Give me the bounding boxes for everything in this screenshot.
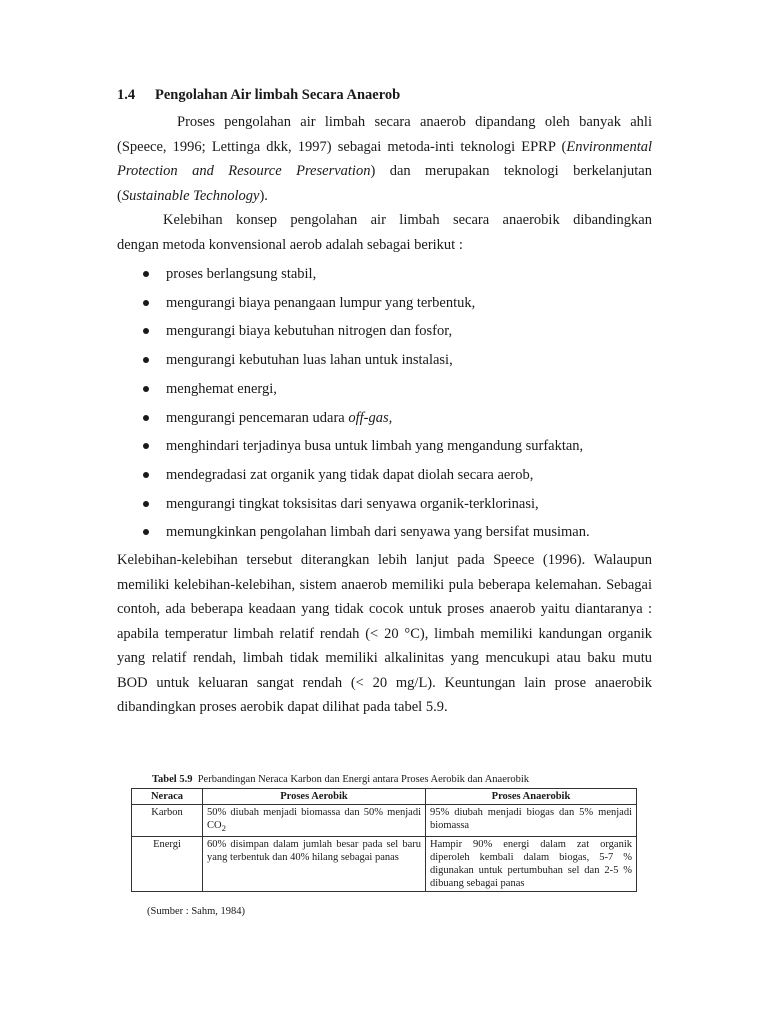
table-cell-neraca: Energi (132, 837, 203, 892)
paragraph-advantages-intro (117, 208, 652, 257)
paragraph-advantages-line-1: Kelebihan konsep pengolahan air limbah secara anaerobik dibandingkan (163, 212, 652, 228)
paragraph-advantages-line-2: dengan metoda konvensional aerob adalah sebagai berikut : (117, 236, 463, 253)
comparison-table (131, 788, 637, 892)
column-header-anaerobik: Proses Anaerobik (426, 789, 637, 805)
bullet-icon (143, 357, 149, 363)
bullet-icon (143, 472, 149, 478)
list-item-text: mendegradasi zat organik yang tidak dapat diolah secara aerob, (166, 466, 534, 483)
table-cell-anaerobik: Hampir 90% energi dalam zat organik diperoleh kembali dalam biogas, 5-7 % digunakan untuk pertumbuhan sel dan 2-5 % dibuang sebagai panas (426, 837, 637, 892)
table-cell-anaerobik: 95% diubah menjadi biogas dan 5% menjadi biomassa (426, 805, 637, 837)
list-item (117, 346, 652, 375)
list-item (117, 432, 652, 461)
list-item (117, 260, 652, 289)
section-heading (117, 84, 652, 106)
list-item (117, 375, 652, 404)
bullet-icon (143, 529, 149, 535)
list-item-italic: off-gas, (348, 409, 393, 426)
table-cell-aerobik (203, 837, 426, 892)
section-number: 1.4 (117, 87, 136, 103)
column-header-aerobik: Proses Aerobik (203, 789, 426, 805)
list-item-text: menghindari terjadinya busa untuk limbah yang mengandung surfaktan, (166, 438, 584, 455)
bullet-icon (143, 386, 149, 392)
bullet-icon (143, 443, 149, 449)
list-item-text: mengurangi tingkat toksisitas dari senyawa organik-terklorinasi, (166, 495, 539, 512)
list-item-text: menghemat energi, (166, 380, 277, 397)
bullet-icon (143, 328, 149, 334)
table-cell-aerobik (203, 805, 426, 837)
bullet-icon (143, 300, 149, 306)
bullet-icon (143, 501, 149, 507)
table-row (132, 805, 637, 837)
paragraph-disadvantages: Kelebihan-kelebihan tersebut diterangkan lebih lanjut pada Speece (1996). Walaupun memiliki kelebihan-kelebihan, sistem anaerob memiliki pula beberapa kelemahan. Sebagai contoh, ada beberapa keadaan yang tidak cocok untuk proses anaerob yaitu diantaranya : apabila temperatur limbah relatif rendah (< 20 °C), limbah memiliki kandungan organik yang relatif rendah, limbah tidak memiliki alkalinitas yang mencukupi atau baku mutu BOD untuk keluaran sangat rendah (< 20 mg/L). Keuntungan lain prose anaerobik dibandingkan proses aerobik dapat dilihat pada tabel 5.9. (117, 552, 652, 716)
list-item (117, 317, 652, 346)
table-caption-label: Tabel 5.9 (152, 774, 193, 785)
table-source: (Sumber : Sahm, 1984) (147, 906, 245, 917)
paragraph-intro-italic-1: Environmental Protection and Resource Preservation (117, 138, 652, 179)
table-caption-text: Perbandingan Neraca Karbon dan Energi antara Proses Aerobik dan Anaerobik (197, 774, 530, 785)
paragraph-intro-text-3: ). (259, 187, 268, 204)
document-page (117, 84, 652, 720)
table-row (132, 837, 637, 892)
list-item-text: memungkinkan pengolahan limbah dari senyawa yang bersifat musiman. (166, 524, 590, 541)
paragraph-intro-italic-2: Sustainable Technology (121, 187, 260, 204)
table-header-row (132, 789, 637, 805)
table-cell-aerobik-text: 60% disimpan dalam jumlah besar pada sel baru yang terbentuk dan 40% hilang sebagai panas (207, 839, 421, 864)
paragraph-intro-text-2: ) dan merupakan teknologi berkelanjutan ( (117, 163, 652, 204)
section-title: Pengolahan Air limbah Secara Anaerob (155, 87, 401, 103)
list-item (117, 461, 652, 490)
advantages-list (117, 260, 652, 547)
list-item-text: mengurangi kebutuhan luas lahan untuk instalasi, (166, 352, 453, 369)
table-cell-aerobik-subscript: 2 (221, 823, 226, 834)
table-cell-aerobik-text: 50% diubah menjadi biomassa dan 50% menjadi CO (207, 807, 421, 831)
table-cell-neraca: Karbon (132, 805, 203, 837)
table-caption (152, 773, 529, 787)
bullet-icon (143, 415, 149, 421)
list-item-text: mengurangi biaya penangaan lumpur yang terbentuk, (166, 294, 476, 311)
bullet-icon (143, 271, 149, 277)
list-item-text: proses berlangsung stabil, (166, 266, 317, 282)
list-item-text: mengurangi pencemaran udara (166, 409, 349, 426)
list-item (117, 289, 652, 318)
list-item (117, 490, 652, 519)
list-item-text: mengurangi biaya kebutuhan nitrogen dan fosfor, (166, 323, 453, 340)
column-header-neraca: Neraca (132, 789, 203, 805)
list-item (117, 404, 652, 433)
paragraph-intro (117, 110, 652, 208)
list-item (117, 518, 652, 547)
paragraph-intro-text-1: Proses pengolahan air limbah secara anaerob dipandang oleh banyak ahli (Speece, 1996; Lettinga dkk, 1997) sebagai metoda-inti teknologi EPRP ( (117, 114, 652, 155)
